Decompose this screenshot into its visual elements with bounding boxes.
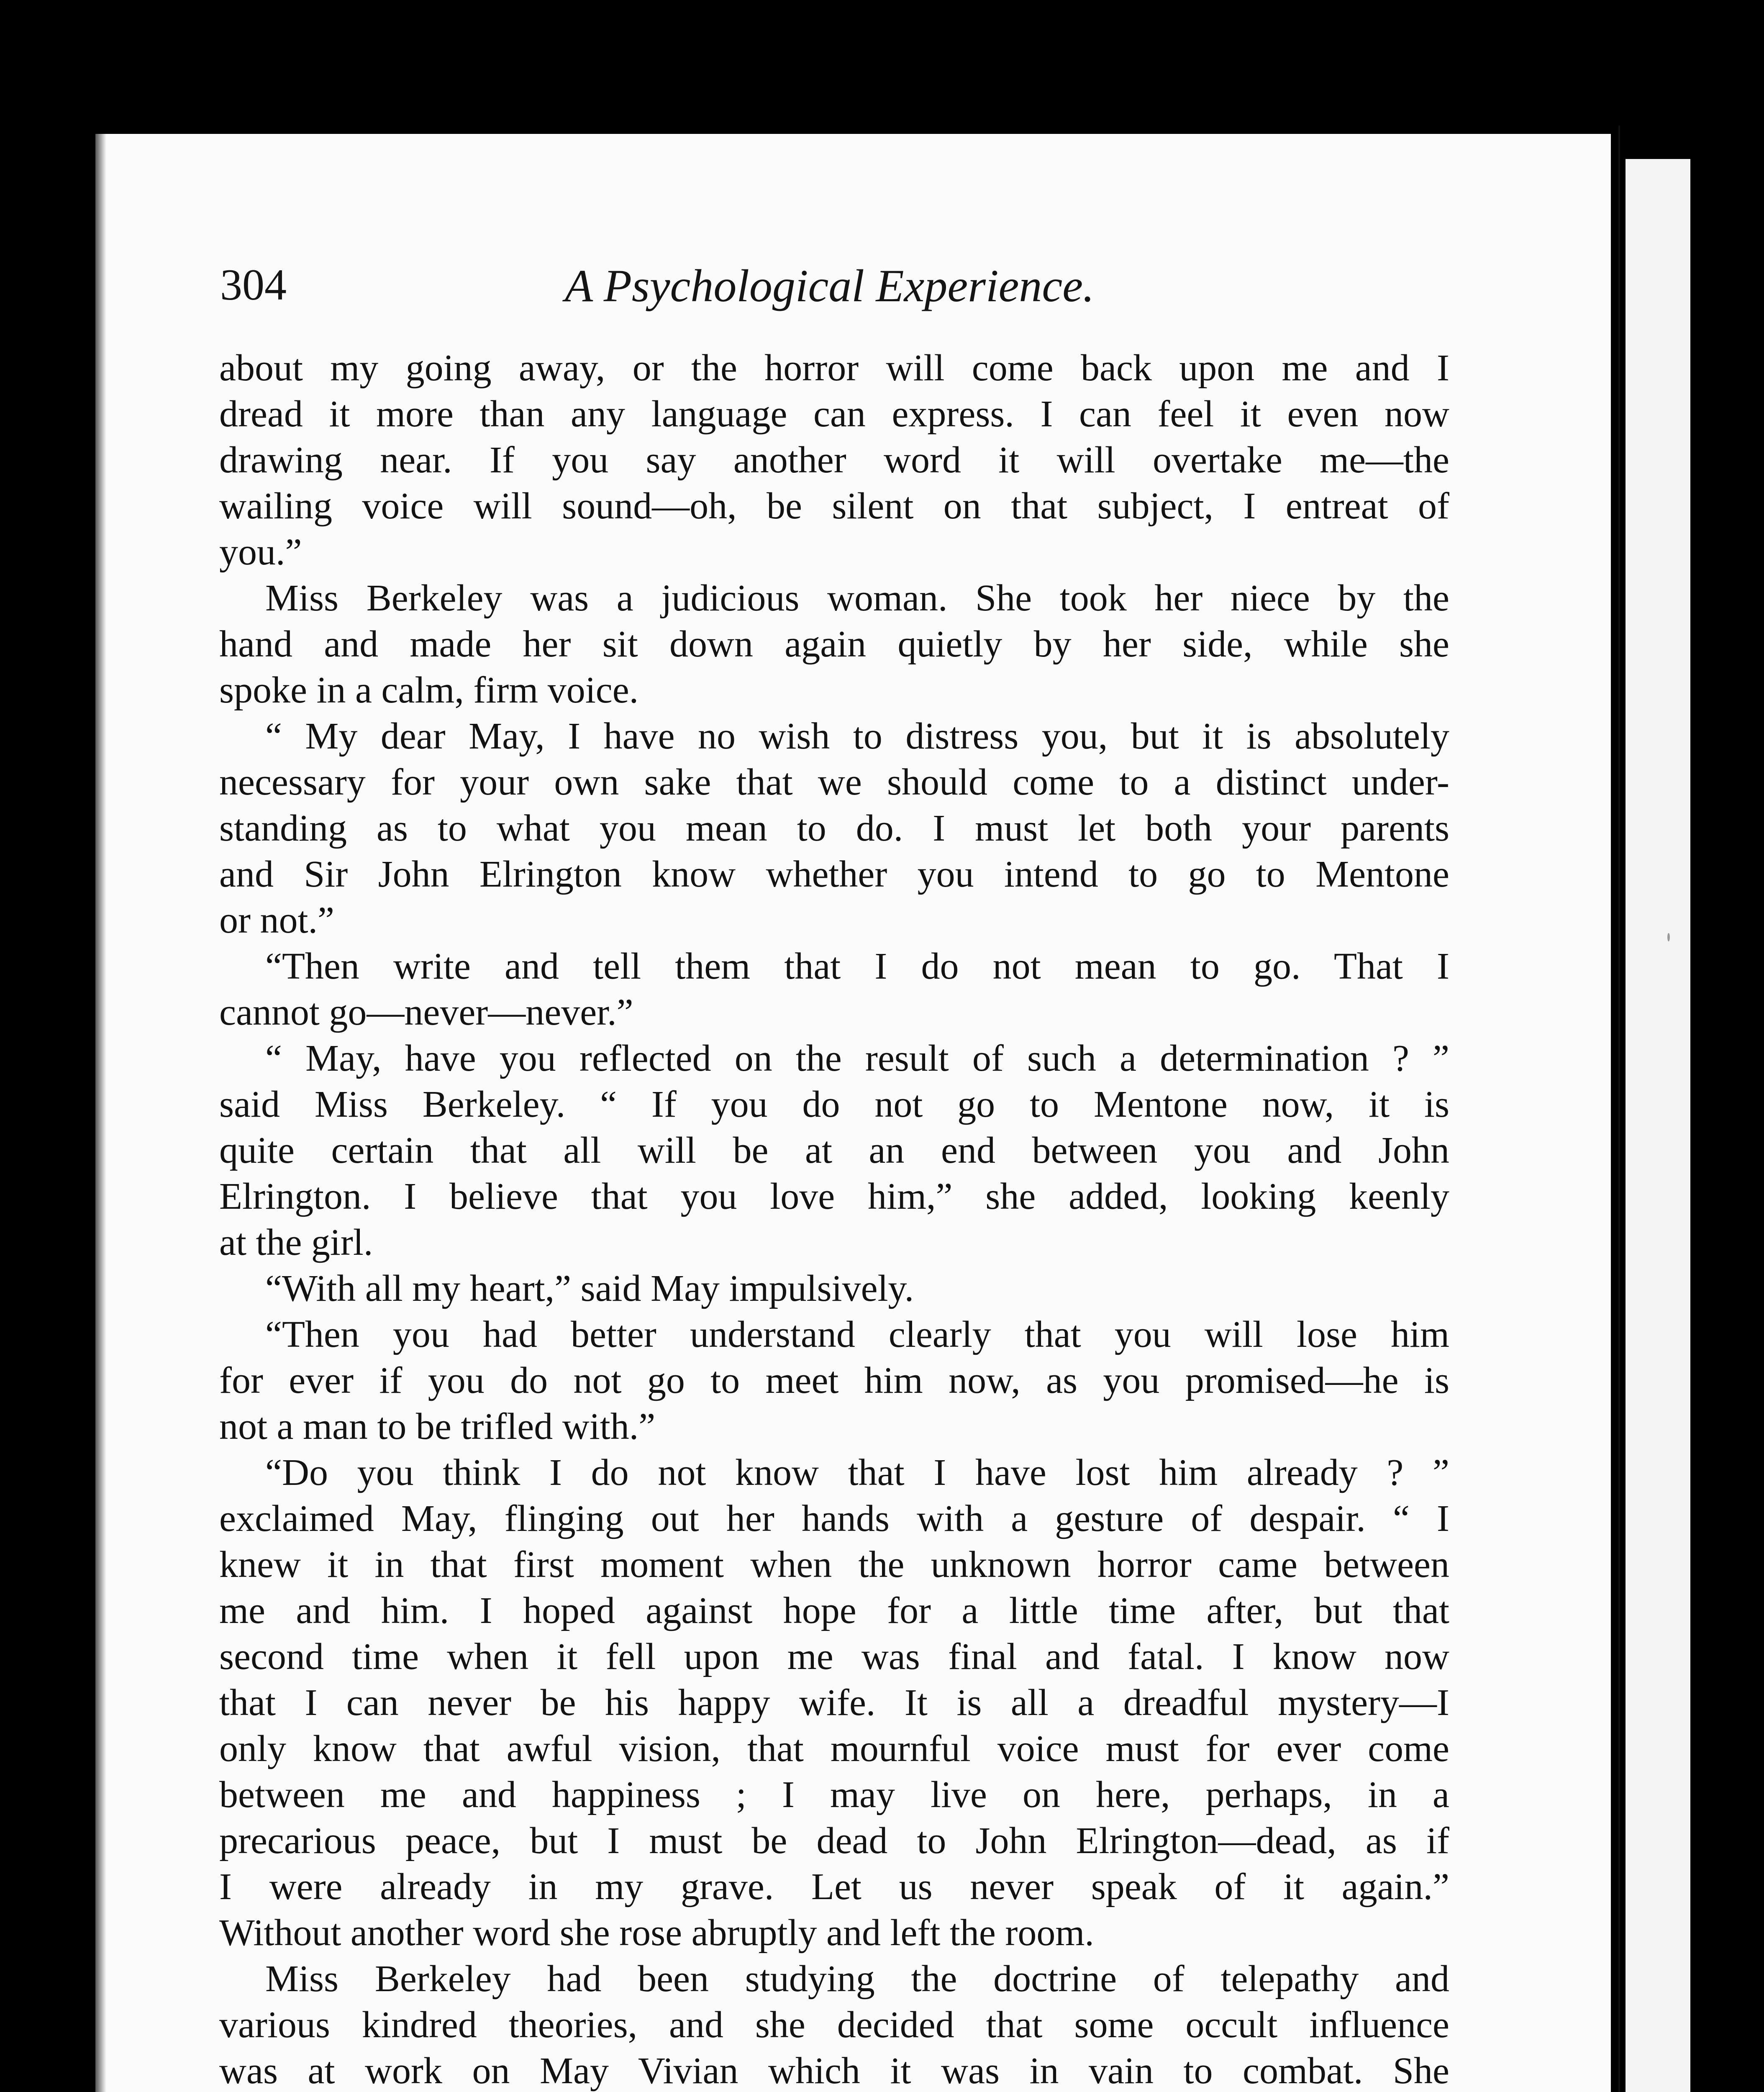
page-number: 304 <box>220 260 287 309</box>
text-line: necessary for your own sake that we should come to a distinct under- <box>219 761 1449 803</box>
text-line: “Then write and tell them that I do not mean to go. That I <box>265 946 1449 987</box>
text-line: or not.” <box>219 900 334 941</box>
text-line: “Then you had better understand clearly that you will lose him <box>265 1314 1449 1355</box>
text-line: standing as to what you mean to do. I must let both your parents <box>219 808 1449 849</box>
text-line: Miss Berkeley was a judicious woman. She took her niece by the <box>265 577 1449 619</box>
page-gutter-shadow <box>95 134 106 2092</box>
page-header <box>126 251 1464 314</box>
text-line: me and him. I hoped against hope for a little time after, but that <box>219 1590 1449 1631</box>
text-line: cannot go—never—never.” <box>219 992 633 1033</box>
text-line: “ May, have you reflected on the result of such a determination ? ” <box>265 1038 1449 1079</box>
text-line: Miss Berkeley had been studying the doctrine of telepathy and <box>265 1958 1449 2000</box>
text-line: precarious peace, but I must be dead to John Elrington—dead, as if <box>219 1820 1449 1861</box>
body-text <box>219 345 1449 2092</box>
text-line: Elrington. I believe that you love him,” she added, looking keenly <box>219 1176 1449 1217</box>
text-line: drawing near. If you say another word it will overtake me—the <box>219 439 1449 481</box>
text-line: wailing voice will sound—oh, be silent on that subject, I entreat of <box>219 485 1449 527</box>
text-line: between me and happiness ; I may live on here, perhaps, in a <box>219 1774 1449 1815</box>
text-line: exclaimed May, flinging out her hands with a gesture of despair. “ I <box>219 1498 1449 1539</box>
text-line: quite certain that all will be at an end between you and John <box>219 1130 1449 1171</box>
text-line: “With all my heart,” said May impulsively. <box>265 1268 914 1309</box>
text-line: second time when it fell upon me was final and fatal. I know now <box>219 1636 1449 1677</box>
text-line: only know that awful vision, that mournful voice must for ever come <box>219 1728 1449 1769</box>
text-line: Without another word she rose abruptly and left the room. <box>219 1912 1094 1954</box>
text-line: about my going away, or the horror will come back upon me and I <box>219 347 1449 389</box>
text-line: for ever if you do not go to meet him now, as you promised—he is <box>219 1360 1449 1401</box>
page-edge-line <box>1618 126 1620 2092</box>
text-line: “Do you think I do not know that I have lost him already ? ” <box>265 1452 1449 1493</box>
text-line: knew it in that first moment when the unknown horror came between <box>219 1544 1449 1585</box>
running-title: A Psychological Experience. <box>565 260 1095 311</box>
text-line: dread it more than any language can express. I can feel it even now <box>219 393 1449 435</box>
text-line: various kindred theories, and she decided that some occult influence <box>219 2004 1449 2046</box>
text-line: “ My dear May, I have no wish to distress you, but it is absolutely <box>265 715 1449 757</box>
text-line: I were already in my grave. Let us never speak of it again.” <box>219 1866 1449 1907</box>
adjacent-page-edge <box>1626 159 1690 2092</box>
text-line: and Sir John Elrington know whether you intend to go to Mentone <box>219 854 1449 895</box>
text-line: was at work on May Vivian which it was in vain to combat. She <box>219 2050 1449 2092</box>
text-line: not a man to be trifled with.” <box>219 1406 656 1447</box>
text-line: at the girl. <box>219 1222 373 1263</box>
text-line: said Miss Berkeley. “ If you do not go to Mentone now, it is <box>219 1084 1449 1125</box>
text-line: hand and made her sit down again quietly by her side, while she <box>219 623 1449 665</box>
text-line: you.” <box>219 531 302 573</box>
speck <box>1667 933 1670 941</box>
text-line: spoke in a calm, firm voice. <box>219 669 639 711</box>
text-line: that I can never be his happy wife. It is all a dreadful mystery—I <box>219 1682 1449 1723</box>
